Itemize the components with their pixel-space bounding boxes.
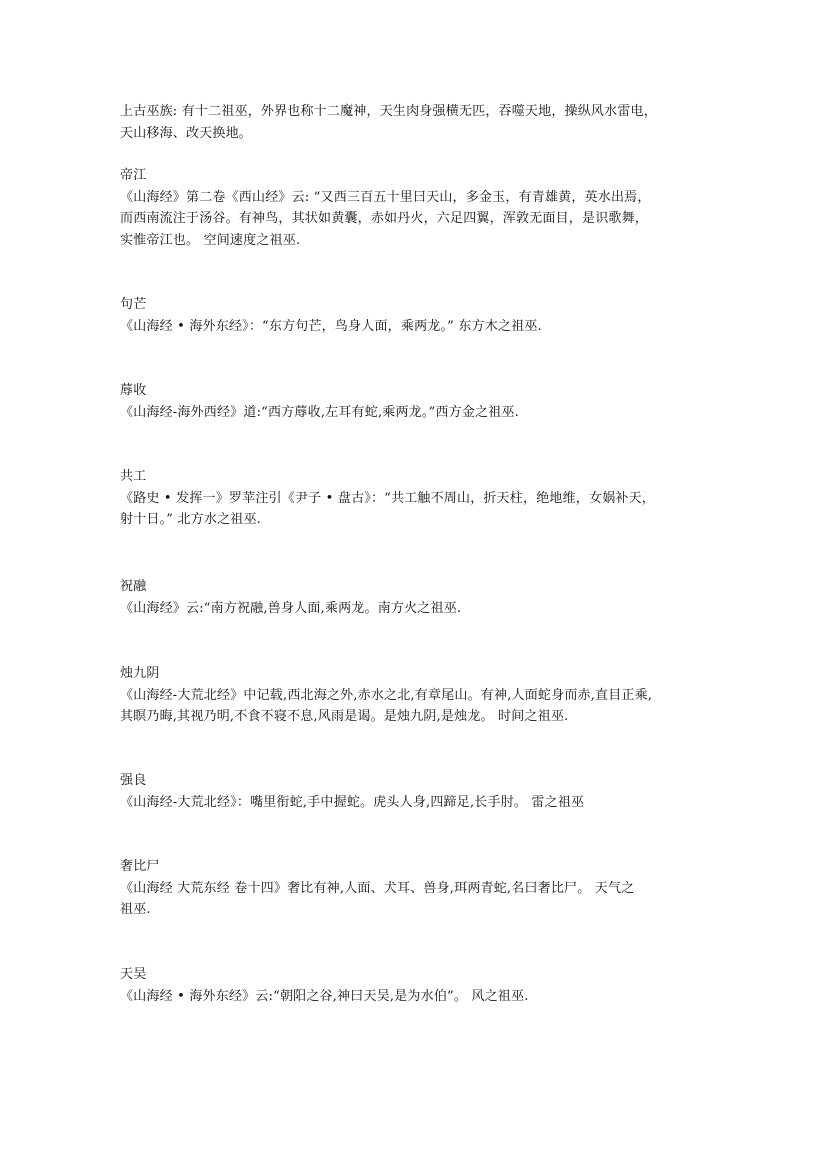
section-title: 祝融 <box>120 579 147 594</box>
section-tianwu <box>120 964 710 1007</box>
section-line: 实惟帝江也。 空间速度之祖巫. <box>120 232 301 248</box>
section-line: 祖巫. <box>120 902 151 917</box>
section-title: 天吴 <box>120 967 147 982</box>
section-line: 《山海经 • 海外东经》云:“朝阳之谷,神曰天吴,是为水伯”。 风之祖巫. <box>120 988 529 1004</box>
intro-line-2: 天山移海、改天换地。 <box>120 125 253 141</box>
section-title: 句芒 <box>120 297 147 312</box>
section-gonggong <box>120 466 710 531</box>
section-goumang <box>120 294 710 337</box>
section-zhurong <box>120 576 710 619</box>
intro-paragraph <box>120 101 710 144</box>
section-line: 其瞑乃晦,其视乃明,不食不寝不息,风雨是谒。是烛九阴,是烛龙。 时间之祖巫. <box>120 709 569 724</box>
section-line: 《山海经-海外西经》道:“西方蓐收,左耳有蛇,乘两龙。”西方金之祖巫. <box>120 404 519 420</box>
section-title: 强良 <box>120 773 147 788</box>
section-title: 共工 <box>120 469 147 484</box>
section-title: 奢比尸 <box>120 859 160 874</box>
section-line: 《山海经》第二卷《西山经》云: “又西三百五十里曰天山，多金玉，有青雄黄，英水出焉， <box>120 189 651 205</box>
section-line: 《山海经 • 海外东经》：“东方句芒，鸟身人面，乘两龙。” 东方木之祖巫. <box>120 318 542 334</box>
section-zhujiuyin <box>120 663 710 728</box>
section-rushou <box>120 380 710 423</box>
section-line: 《山海经-大荒北经》中记载,西北海之外,赤水之北,有章尾山。有神,人面蛇身而赤,直目正乘, <box>120 687 653 703</box>
section-line: 而西南流注于汤谷。有神鸟，其状如黄囊，赤如丹火，六足四翼，浑敦无面目，是识歌舞， <box>120 211 649 226</box>
section-line: 《山海经 大荒东经 卷十四》奢比有神,人面、犬耳、兽身,珥两青蛇,名曰奢比尸。 天气之 <box>120 880 635 896</box>
section-line: 《山海经》云:“南方祝融,兽身人面,乘两龙。南方火之祖巫. <box>120 600 462 616</box>
section-title: 烛九阴 <box>120 666 160 681</box>
intro-line-1: 上古巫族: 有十二祖巫，外界也称十二魔神，天生肉身强横无匹，吞噬天地，操纵风水雷电， <box>120 104 657 119</box>
section-title: 蓐收 <box>120 383 147 398</box>
section-dijiang <box>120 165 710 251</box>
section-line: 《路史 • 发挥一》罗苹注引《尹子 • 盘古》：“共工触不周山，折天柱，绝地维，女娲补天， <box>120 490 656 506</box>
section-line: 射十日。” 北方水之祖巫. <box>120 512 262 527</box>
section-shebishi <box>120 856 710 921</box>
section-qiangliang <box>120 770 710 813</box>
section-line: 《山海经-大荒北经》：嘴里衔蛇,手中握蛇。虎头人身,四蹄足,长手肘。 雷之祖巫 <box>120 794 585 810</box>
section-title: 帝江 <box>120 168 147 183</box>
